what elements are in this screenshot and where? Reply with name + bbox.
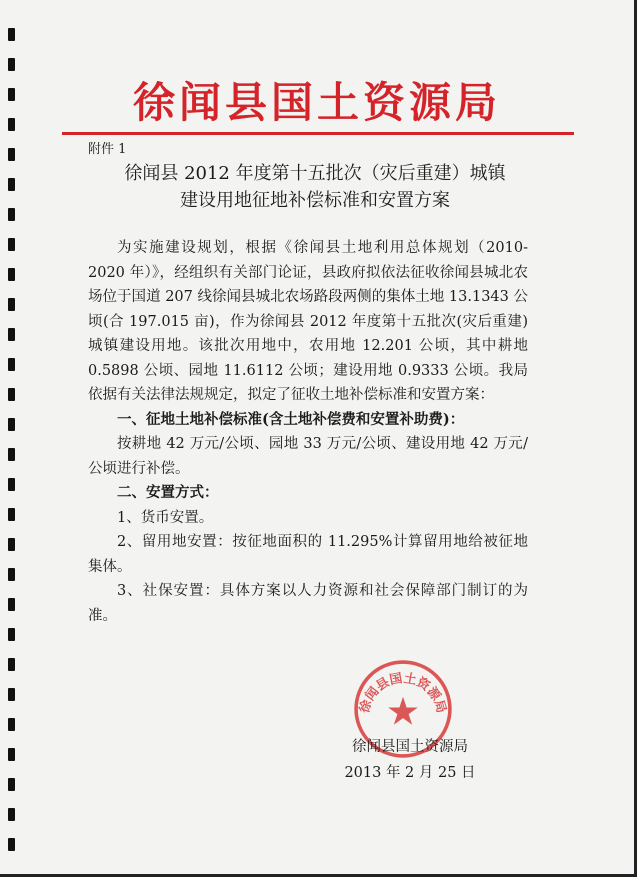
section-2-heading: 二、安置方式：: [117, 484, 219, 501]
seal-star-icon: [388, 697, 418, 725]
binding-marks: [8, 0, 18, 877]
document-title: [100, 160, 530, 214]
letterhead-rule: [62, 132, 574, 135]
attachment-label: 附件 1: [88, 142, 127, 157]
seal-text: 徐闻县国土资源局: [357, 671, 449, 715]
section-1-heading: 一、征地土地补偿标准(含土地补偿费和安置补助费)：: [117, 410, 465, 428]
intro-paragraph: 为实施建设规划，根据《徐闻县土地利用总体规划（2010-2020 年）》，经组织有关部门论证，县政府拟依法征收徐闻县城北农场位于国道 207 线徐闻县城北农场路段两侧的集体土地 13.1343 公顷(合 197.015 亩)，作为徐闻县 2012 年度第十五批次(灾后重建)城镇建设用地。该批次用地中，农用地 12.201 公顷，其中耕地 0.5898 公顷、园地 11.6112 公顷；建设用地 0.9333 公顷。我局依据有关法律法规规定，拟定了征收土地补偿标准和安置方案：: [88, 240, 528, 403]
letterhead-title: 徐闻县国土资源局: [132, 78, 501, 127]
resettlement-item-3: 3、社保安置：具体方案以人力资源和社会保障部门制订的为准。: [88, 583, 528, 624]
resettlement-item-2: 2、留用地安置：按征地面积的 11.295%计算留用地给被征地集体。: [88, 534, 528, 575]
signature-organization: 徐闻县国土资源局: [352, 739, 468, 755]
signature-date: 2013 年 2 月 25 日: [344, 765, 476, 781]
section-1-text: 按耕地 42 万元/公顷、园地 33 万元/公顷、建设用地 42 万元/公顷进行补偿。: [88, 436, 528, 477]
resettlement-item-1: 1、货币安置。: [117, 509, 214, 526]
document-title-line-1: 徐闻县 2012 年度第十五批次（灾后重建）城镇: [124, 163, 506, 184]
document-body: [88, 236, 528, 628]
document-title-line-2: 建设用地征地补偿标准和安置方案: [180, 190, 450, 211]
signature-block: [300, 734, 520, 786]
